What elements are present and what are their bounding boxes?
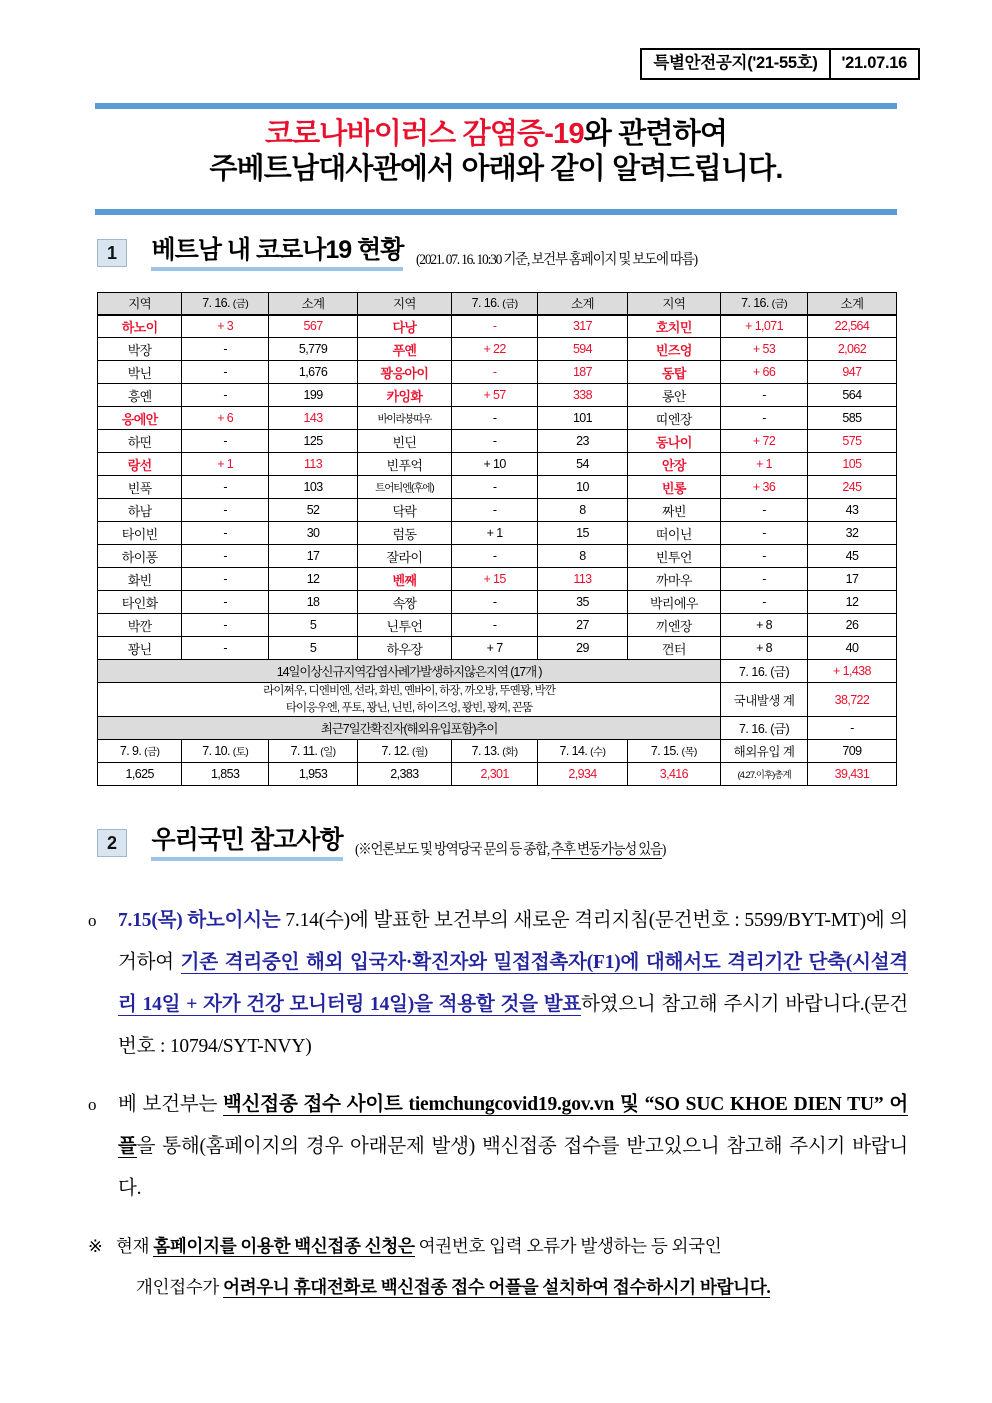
section-1-note: (2021. 07. 16. 10:30 기준, 보건부 홈페이지 및 보도에 따름) [415, 251, 697, 268]
cell-total-cases: 585 [807, 407, 896, 430]
cell-region-name: 빈푹 [98, 476, 182, 499]
cell-region-name: 짜빈 [627, 499, 721, 522]
cell-new-cases: - [182, 384, 269, 407]
cell-new-cases: - [451, 430, 538, 453]
th-total-1: 소계 [269, 293, 358, 315]
cell-new-cases: - [182, 568, 269, 591]
cell-region-name: 응에안 [98, 407, 182, 430]
cell-region-name: 타이빈 [98, 522, 182, 545]
cell-total-cases: 12 [807, 591, 896, 614]
section-1-number: 1 [97, 239, 127, 267]
cell-total-cases: 10 [538, 476, 627, 499]
summary-label: (4.27.이후)총계 [721, 763, 808, 786]
th-date-3: 7. 16. (금) [721, 293, 808, 315]
cell-total-cases: 113 [269, 453, 358, 476]
cell-new-cases: + 3 [182, 315, 269, 338]
cell-total-cases: 40 [807, 637, 896, 660]
title-line-1-rest: 와 관련하여 [583, 118, 728, 150]
paragraph-bullet: o [88, 1095, 97, 1114]
cell-total-cases: 5 [269, 614, 358, 637]
cell-new-cases: + 1,071 [721, 315, 808, 338]
cell-new-cases: - [721, 591, 808, 614]
summary-label: 7. 16. (금) [721, 660, 808, 683]
section-2-note: (※언론보도 및 방역당국 문의 등 종합, 추후 변동가능성 있음) [355, 841, 666, 858]
cell-total-cases: 103 [269, 476, 358, 499]
cell-total-cases: 2,062 [807, 338, 896, 361]
trend-value: 2,301 [451, 763, 538, 786]
table-row [98, 591, 897, 614]
cell-region-name: 꽝응아이 [358, 361, 452, 384]
cell-region-name: 하남 [98, 499, 182, 522]
cell-region-name: 하이퐁 [98, 545, 182, 568]
cell-new-cases: - [182, 637, 269, 660]
trend-value: 1,853 [182, 763, 269, 786]
cell-region-name: 빈즈엉 [627, 338, 721, 361]
summary-label: 7. 16. (금) [721, 717, 808, 740]
cell-total-cases: 947 [807, 361, 896, 384]
trend-day-label: 7. 11. (일) [269, 740, 358, 763]
cell-region-name: 까마우 [627, 568, 721, 591]
trend-value: 1,625 [98, 763, 182, 786]
cell-new-cases: - [182, 545, 269, 568]
cell-total-cases: 199 [269, 384, 358, 407]
cell-new-cases: - [182, 614, 269, 637]
cell-region-name: 동나이 [627, 430, 721, 453]
trend-value: 3,416 [627, 763, 721, 786]
paragraph-span: 을 통해(홈페이지의 경우 아래문제 발생) 백신접종 접수를 받고있으니 참고해 주시기 바랍니다. [118, 1136, 908, 1199]
footnote-line-2: 개인접수가 어려우니 휴대전화로 백신접종 접수 어플을 설치하여 접수하시기 바랍니다. [136, 1277, 771, 1297]
paragraph-span: 7.15(목) 하노이시는 [118, 910, 281, 931]
cell-new-cases: + 53 [721, 338, 808, 361]
cell-region-name: 박깐 [98, 614, 182, 637]
cell-new-cases: + 8 [721, 637, 808, 660]
cell-total-cases: 27 [538, 614, 627, 637]
cell-total-cases: 105 [807, 453, 896, 476]
cell-region-name: 떠이닌 [627, 522, 721, 545]
cell-new-cases: + 22 [451, 338, 538, 361]
cell-new-cases: - [451, 545, 538, 568]
cell-region-name: 다낭 [358, 315, 452, 338]
summary-value: 709 [807, 740, 896, 763]
cell-new-cases: - [721, 545, 808, 568]
cell-new-cases: + 8 [721, 614, 808, 637]
cell-region-name: 화빈 [98, 568, 182, 591]
table-row [98, 476, 897, 499]
cell-total-cases: 8 [538, 545, 627, 568]
cell-new-cases: - [182, 338, 269, 361]
cell-region-name: 푸옌 [358, 338, 452, 361]
cell-total-cases: 43 [807, 499, 896, 522]
notice-date: '21.07.16 [841, 54, 907, 72]
table-row [98, 499, 897, 522]
document-title [95, 117, 897, 188]
cell-region-name: 트어티엔(후에) [358, 476, 452, 499]
cell-total-cases: 17 [269, 545, 358, 568]
title-line-1 [95, 117, 897, 152]
cell-region-name: 끼엔장 [627, 614, 721, 637]
paragraph-span: 하였으니 참고해 주시기 바랍니다.(문건번호 : 10794/SYT-NVY) [118, 994, 908, 1057]
section-2-number: 2 [97, 829, 127, 857]
cell-total-cases: 575 [807, 430, 896, 453]
summary-value: 39,431 [807, 763, 896, 786]
cell-region-name: 호치민 [627, 315, 721, 338]
paragraph-span: 베 보건부는 [118, 1094, 224, 1115]
trend-day-label: 7. 12. (월) [358, 740, 452, 763]
cell-new-cases: - [451, 315, 538, 338]
cell-new-cases: - [451, 614, 538, 637]
summary-label: 해외유입 계 [721, 740, 808, 763]
cell-region-name: 속짱 [358, 591, 452, 614]
paragraph [88, 1084, 908, 1210]
th-region-2: 지역 [358, 293, 452, 315]
trend-day-label: 7. 9. (금) [98, 740, 182, 763]
safe-zone-header-row [98, 660, 897, 683]
cell-region-name: 닥락 [358, 499, 452, 522]
footnote-underline-1: 홈페이지를 이용한 백신접종 신청은 [153, 1236, 415, 1256]
trend-header-row [98, 717, 897, 740]
cell-region-name: 하노이 [98, 315, 182, 338]
cell-region-name: 빈롱 [627, 476, 721, 499]
section-2-heading [97, 826, 689, 861]
cell-total-cases: 317 [538, 315, 627, 338]
body-content [88, 900, 908, 1308]
notice-header-stamp [640, 48, 920, 80]
cell-region-name: 타인화 [98, 591, 182, 614]
table-row [98, 407, 897, 430]
cell-new-cases: - [721, 499, 808, 522]
cell-region-name: 닌투언 [358, 614, 452, 637]
footnote-text-a: 현재 [116, 1236, 154, 1256]
trend-day-label: 7. 14. (수) [538, 740, 627, 763]
cell-region-name: 껀터 [627, 637, 721, 660]
cell-new-cases: - [721, 522, 808, 545]
cell-total-cases: 30 [269, 522, 358, 545]
cell-new-cases: - [721, 407, 808, 430]
cell-total-cases: 143 [269, 407, 358, 430]
table-row [98, 545, 897, 568]
cell-new-cases: - [721, 384, 808, 407]
trend-day-label: 7. 13. (화) [451, 740, 538, 763]
cell-new-cases: - [182, 361, 269, 384]
notice-number: 특별안전공지('21-55호) [642, 50, 830, 78]
paragraph-span: 7.14(수)에 발표한 보건부의 새로운 격리지침(문건번호 : 5599/BYT-MT)에 의거하여 [118, 910, 908, 973]
cell-region-name: 럼동 [358, 522, 452, 545]
cell-total-cases: 17 [807, 568, 896, 591]
cell-region-name: 띠엔장 [627, 407, 721, 430]
footnote [88, 1226, 908, 1308]
cell-region-name: 빈투언 [627, 545, 721, 568]
cell-new-cases: + 66 [721, 361, 808, 384]
cell-total-cases: 15 [538, 522, 627, 545]
title-rule-bottom [95, 209, 897, 215]
cell-region-name: 하띤 [98, 430, 182, 453]
cell-region-name: 안장 [627, 453, 721, 476]
trend-header: 최근7일간확진자(해외유입포함)추이 [98, 717, 721, 740]
cell-total-cases: 52 [269, 499, 358, 522]
cell-region-name: 카잉화 [358, 384, 452, 407]
cell-new-cases: + 1 [182, 453, 269, 476]
section-1-heading [97, 236, 718, 271]
cell-new-cases: + 57 [451, 384, 538, 407]
th-region-3: 지역 [627, 293, 721, 315]
table-row [98, 568, 897, 591]
cell-region-name: 박닌 [98, 361, 182, 384]
section-2-title: 우리국민 참고사항 [151, 826, 342, 861]
cell-new-cases: - [182, 476, 269, 499]
cell-new-cases: - [451, 499, 538, 522]
table-row [98, 453, 897, 476]
title-rule-top [95, 103, 897, 109]
cell-total-cases: 564 [807, 384, 896, 407]
cell-new-cases: + 7 [451, 637, 538, 660]
trend-days-row [98, 740, 897, 763]
cell-total-cases: 5 [269, 637, 358, 660]
cell-total-cases: 245 [807, 476, 896, 499]
section-1-title: 베트남 내 코로나19 현황 [151, 236, 403, 271]
cell-new-cases: - [451, 591, 538, 614]
cell-new-cases: + 36 [721, 476, 808, 499]
cell-new-cases: - [451, 361, 538, 384]
summary-value: + 1,438 [807, 660, 896, 683]
paragraph-span: 기존 격리중인 해외 입국자·확진자와 밀접접촉자(F1)에 대해서도 격리기간 단축(시설격리 14일 + 자가 건강 모니터링 14일)을 적용할 것을 발표 [118, 952, 908, 1015]
cell-total-cases: 594 [538, 338, 627, 361]
footnote-mark: ※ [88, 1236, 103, 1256]
cell-total-cases: 338 [538, 384, 627, 407]
paragraph [88, 900, 908, 1068]
cell-region-name: 박장 [98, 338, 182, 361]
trend-values-row [98, 763, 897, 786]
cell-total-cases: 35 [538, 591, 627, 614]
cell-new-cases: - [182, 522, 269, 545]
table-header-row [98, 293, 897, 315]
cell-total-cases: 567 [269, 315, 358, 338]
trend-value: 1,953 [269, 763, 358, 786]
summary-value: 38,722 [807, 683, 896, 717]
title-line-2: 주베트남대사관에서 아래와 같이 알려드립니다. [209, 153, 783, 186]
table-row [98, 315, 897, 338]
summary-label: 국내발생 계 [721, 683, 808, 717]
th-total-2: 소계 [538, 293, 627, 315]
cell-new-cases: - [721, 568, 808, 591]
covid-status-table [97, 292, 897, 786]
trend-value: 2,934 [538, 763, 627, 786]
cell-total-cases: 1,676 [269, 361, 358, 384]
cell-region-name: 잘라이 [358, 545, 452, 568]
cell-total-cases: 45 [807, 545, 896, 568]
cell-new-cases: + 10 [451, 453, 538, 476]
cell-total-cases: 22,564 [807, 315, 896, 338]
cell-new-cases: + 15 [451, 568, 538, 591]
trend-day-label: 7. 10. (토) [182, 740, 269, 763]
paragraph-body [88, 1084, 908, 1210]
cell-total-cases: 29 [538, 637, 627, 660]
cell-total-cases: 12 [269, 568, 358, 591]
cell-new-cases: + 1 [721, 453, 808, 476]
cell-region-name: 하우장 [358, 637, 452, 660]
cell-total-cases: 113 [538, 568, 627, 591]
table-row [98, 430, 897, 453]
cell-total-cases: 26 [807, 614, 896, 637]
cell-region-name: 박리에우 [627, 591, 721, 614]
footnote-text-b: 여권번호 입력 오류가 발생하는 등 외국인 [414, 1236, 722, 1256]
cell-total-cases: 54 [538, 453, 627, 476]
safe-zone-list: 라이쩌우, 디엔비엔, 선라, 화빈, 옌바이, 하장, 까오방, 뚜옌꽝, 박깐 타이응우엔, 푸토, 꽝닌, 닌빈, 하이즈엉, 꽝빈, 꽝찌, 꼰뚬 [98, 683, 721, 717]
paragraph-bullet: o [88, 911, 97, 930]
table-row [98, 338, 897, 361]
cell-new-cases: + 6 [182, 407, 269, 430]
cell-total-cases: 125 [269, 430, 358, 453]
cell-new-cases: - [182, 591, 269, 614]
cell-new-cases: + 72 [721, 430, 808, 453]
paragraph-span: 백신접종 접수 사이트 tiemchungcovid19.gov.vn 및 “SO SUC KHOE DIEN TU” 어플 [118, 1094, 908, 1157]
th-total-3: 소계 [807, 293, 896, 315]
cell-region-name: 흥옌 [98, 384, 182, 407]
cell-region-name: 빈딘 [358, 430, 452, 453]
cell-region-name: 빈푸억 [358, 453, 452, 476]
cell-region-name: 꽝닌 [98, 637, 182, 660]
cell-region-name: 바이라붕따우 [358, 407, 452, 430]
cell-region-name: 롱안 [627, 384, 721, 407]
cell-new-cases: - [182, 430, 269, 453]
cell-total-cases: 18 [269, 591, 358, 614]
title-highlight: 코로나바이러스 감염증-19 [264, 118, 584, 150]
cell-total-cases: 8 [538, 499, 627, 522]
cell-new-cases: - [451, 407, 538, 430]
cell-new-cases: - [451, 476, 538, 499]
th-region-1: 지역 [98, 293, 182, 315]
cell-region-name: 랑선 [98, 453, 182, 476]
table-row [98, 522, 897, 545]
cell-region-name: 벤째 [358, 568, 452, 591]
cell-total-cases: 32 [807, 522, 896, 545]
trend-value: 2,383 [358, 763, 452, 786]
table-row [98, 614, 897, 637]
table-row [98, 637, 897, 660]
paragraph-body [88, 900, 908, 1068]
th-date-1: 7. 16. (금) [182, 293, 269, 315]
cell-total-cases: 101 [538, 407, 627, 430]
summary-value: - [807, 717, 896, 740]
safe-zone-header: 14일이상신규지역감염사례가발생하지않은지역 (17개 ) [98, 660, 721, 683]
table-row [98, 361, 897, 384]
cell-total-cases: 23 [538, 430, 627, 453]
cell-total-cases: 187 [538, 361, 627, 384]
trend-day-label: 7. 15. (목) [627, 740, 721, 763]
safe-zone-list-row [98, 683, 897, 717]
cell-total-cases: 5,779 [269, 338, 358, 361]
table-row [98, 384, 897, 407]
cell-region-name: 동탑 [627, 361, 721, 384]
th-date-2: 7. 16. (금) [451, 293, 538, 315]
cell-new-cases: + 1 [451, 522, 538, 545]
cell-new-cases: - [182, 499, 269, 522]
